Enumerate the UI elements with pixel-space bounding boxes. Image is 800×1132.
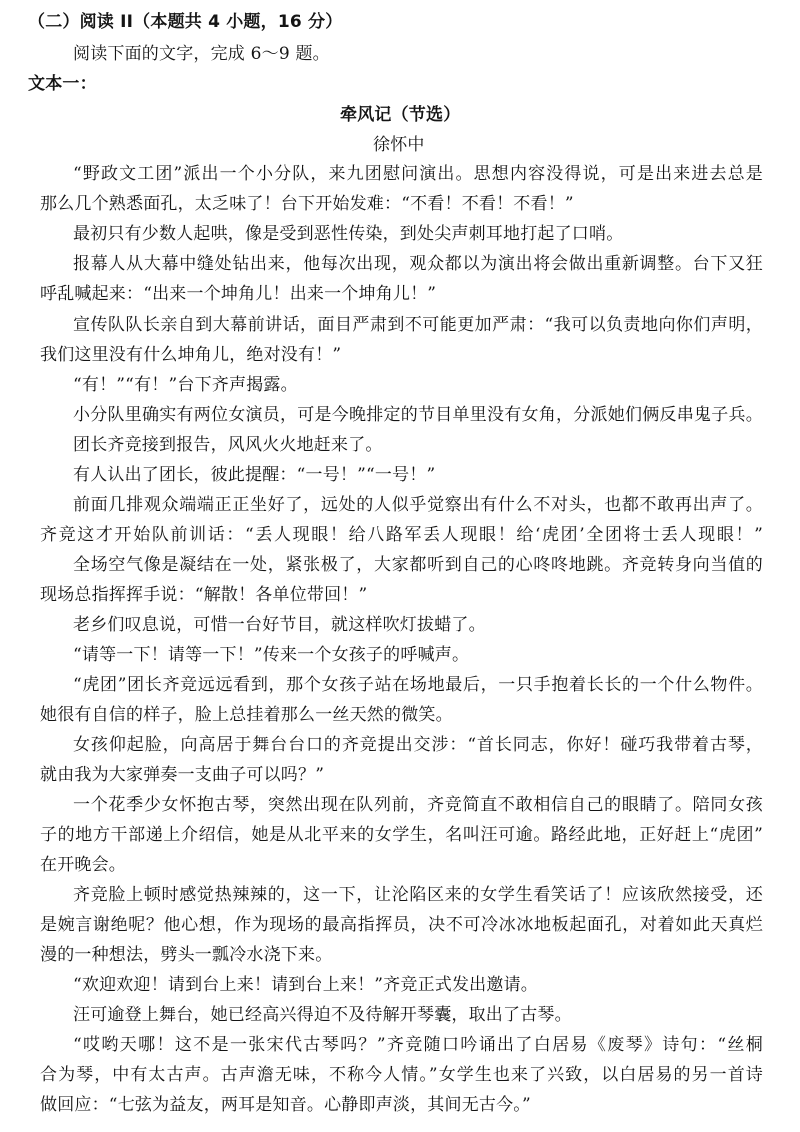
text-label: 文本一： (28, 74, 97, 94)
body-line: 有人认出了团长，彼此提醒：“一号！”“一号！” (73, 465, 436, 485)
article-title: 牵风记（节选） (340, 105, 461, 125)
body-line: 前面几排观众端端正正坐好了，远处的人似乎觉察出有什么不对头，也都不敢再出声了。 (73, 495, 763, 515)
body-line: 合为琴，中有太古声。古声澹无味，不称今人情。”女学生也来了兴致，以白居易的另一首诗 (40, 1065, 763, 1085)
body-line: 全场空气像是凝结在一处，紧张极了，大家都听到自己的心咚咚地跳。齐竞转身向当值的 (73, 555, 763, 575)
body-line: “虎团”团长齐竞远远看到，那个女孩子站在场地最后，一只手抱着长长的一个什么物件。 (73, 675, 763, 695)
body-line: 一个花季少女怀抱古琴，突然出现在队列前，齐竞简直不敢相信自己的眼睛了。陪同女孩 (73, 795, 763, 815)
body-line: “哎哟天哪！这不是一张宋代古琴吗？”齐竞随口吟诵出了白居易《废琴》诗句：“丝桐 (73, 1035, 763, 1055)
body-line: “有！”“有！”台下齐声揭露。 (73, 375, 298, 395)
body-line: 子的地方干部递上介绍信，她是从北平来的女学生，名叫汪可逾。路经此地，正好赶上“虎团” (40, 825, 763, 845)
body-line: “请等一下！请等一下！”传来一个女孩子的呼喊声。 (73, 645, 470, 665)
body-line: 老乡们叹息说，可惜一台好节目，就这样吹灯拔蜡了。 (73, 615, 486, 635)
body-line: 团长齐竞接到报告，风风火火地赶来了。 (73, 435, 383, 455)
body-line: 齐竞这才开始队前训话：“丢人现眼！给八路军丢人现眼！给‘虎团’全团将士丢人现眼！” (40, 525, 763, 545)
body-line: 最初只有少数人起哄，像是受到恶性传染，到处尖声刺耳地打起了口哨。 (73, 224, 624, 244)
body-line: 小分队里确实有两位女演员，可是今晚排定的节目单里没有女角，分派她们俩反串鬼子兵。 (73, 405, 763, 425)
body-line: 在开晚会。 (40, 855, 126, 875)
body-line: 那么几个熟悉面孔，太乏味了！台下开始发难：“不看！不看！不看！” (40, 194, 574, 214)
body-line: 宣传队队长亲自到大幕前讲话，面目严肃到不可能更加严肃：“我可以负责地向你们声明， (73, 315, 763, 335)
body-line: 就由我为大家弹奏一支曲子可以吗？” (40, 765, 325, 785)
body-line: 漫的一种想法，劈头一瓢冷水浇下来。 (40, 945, 333, 965)
body-line: 是婉言谢绝呢？他心想，作为现场的最高指挥员，决不可冷冰冰地板起面孔，对着如此天真烂 (40, 915, 763, 935)
instruction-text: 阅读下面的文字，完成 6～9 题。 (73, 44, 330, 64)
body-line: “野政文工团”派出一个小分队，来九团慰问演出。思想内容没得说，可是出来进去总是 (73, 164, 763, 184)
body-line: 女孩仰起脸，向高居于舞台台口的齐竞提出交涉：“首长同志，你好！碰巧我带着古琴， (73, 735, 763, 755)
body-line: 她很有自信的样子，脸上总挂着那么一丝天然的微笑。 (40, 705, 453, 725)
body-line: 汪可逾登上舞台，她已经高兴得迫不及待解开琴囊，取出了古琴。 (73, 1005, 572, 1025)
body-line: 呼乱喊起来：“出来一个坤角儿！出来一个坤角儿！” (40, 284, 437, 304)
body-line: 报幕人从大幕中缝处钻出来，他每次出现，观众都以为演出将会做出重新调整。台下又狂 (73, 254, 763, 274)
body-line: 齐竞脸上顿时感觉热辣辣的，这一下，让沦陷区来的女学生看笑话了！应该欣然接受，还 (73, 885, 763, 905)
article-author: 徐怀中 (373, 135, 425, 155)
body-line: 现场总指挥挥手说：“解散！各单位带回！” (40, 585, 368, 605)
body-line: “欢迎欢迎！请到台上来！请到台上来！”齐竞正式发出邀请。 (73, 975, 538, 995)
section-header: （二）阅读 II（本题共 4 小题，16 分） (28, 12, 343, 32)
body-line: 我们这里没有什么坤角儿，绝对没有！” (40, 345, 342, 365)
body-line: 做回应：“七弦为益友，两耳是知音。心静即声淡，其间无古今。” (40, 1095, 531, 1115)
